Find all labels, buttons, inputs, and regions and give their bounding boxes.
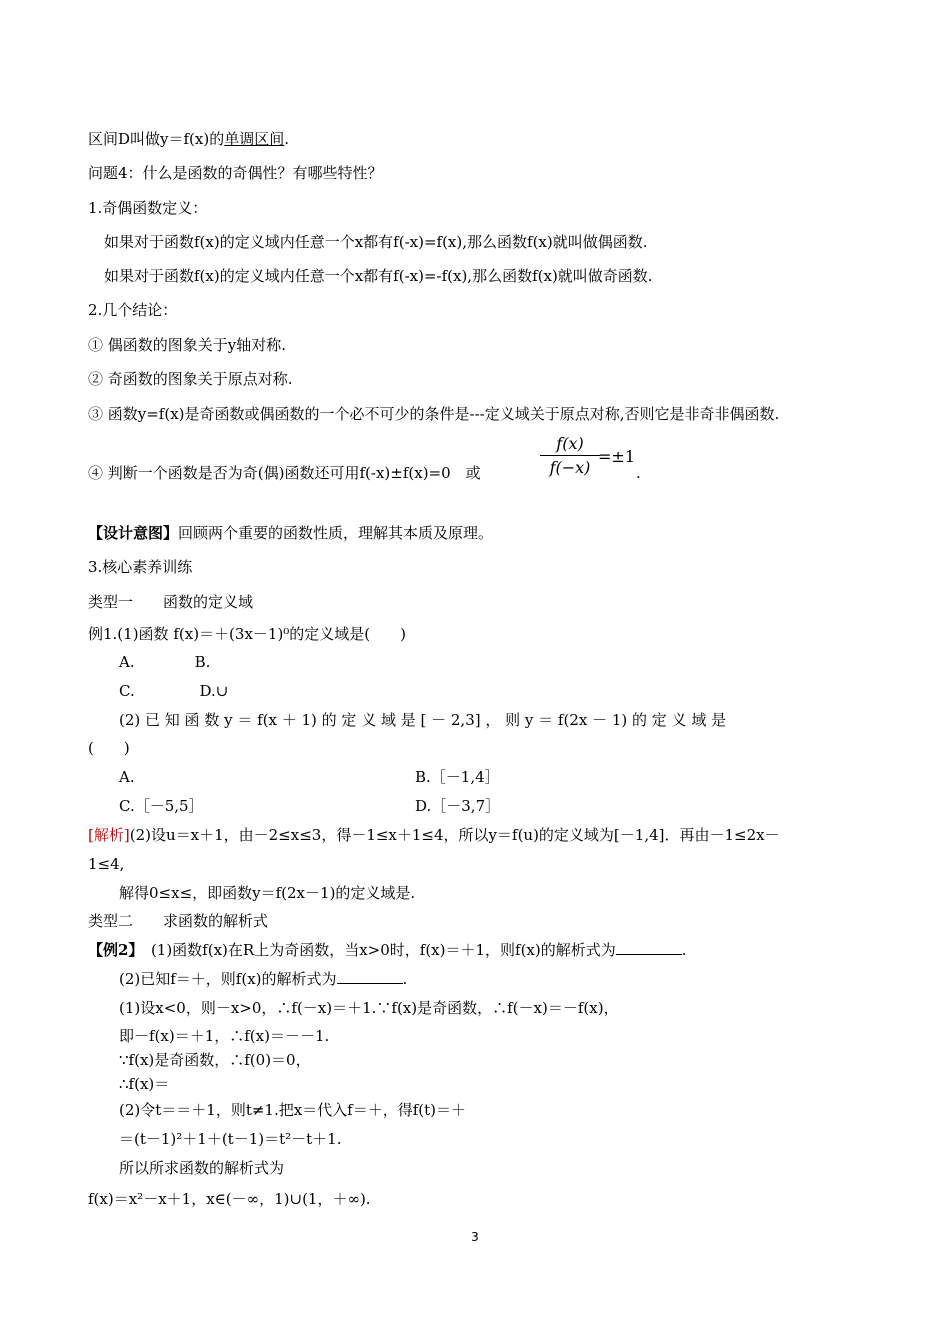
options-cd: C. D.∪ <box>119 682 229 700</box>
solution-line: 即－f(x)＝＋1，∴f(x)＝－－1. <box>119 1027 330 1045</box>
fraction-formula <box>540 434 600 477</box>
type-heading: 类型一 函数的定义域 <box>88 593 254 611</box>
design-intent: 【设计意图】回顾两个重要的函数性质，理解其本质及原理。 <box>88 524 494 542</box>
solution-line: (2)令t＝＝＋1，则t≠1.把x＝代入f＝＋，得f(t)＝＋ <box>119 1101 467 1119</box>
question-4: 问题4：什么是函数的奇偶性？有哪些特性？ <box>88 164 383 182</box>
options-ab: A. B. <box>119 653 211 671</box>
fraction-numerator: f(x) <box>540 434 600 456</box>
solution-line: (1)设x<0，则－x>0，∴f(－x)＝＋1.∵f(x)是奇函数，∴f(－x)＝－f(x)， <box>119 999 619 1017</box>
final-answer: f(x)＝x²－x＋1，x∈(－∞，1)∪(1，＋∞). <box>88 1190 371 1208</box>
conclusion-1: ① 偶函数的图象关于y轴对称. <box>88 336 287 354</box>
options-ab-2 <box>119 767 135 787</box>
option-b: B.［－1,4］ <box>415 768 500 786</box>
conclusion-2: ② 奇函数的图象关于原点对称. <box>88 370 293 388</box>
section-heading: 2.几个结论： <box>88 301 178 319</box>
solution-line: ＝(t－1)²＋1＋(t－1)＝t²－t＋1. <box>119 1130 342 1148</box>
odd-function-definition: 如果对于函数f(x)的定义域内任意一个x都有f(-x)=-f(x),那么函数f(x)就叫做奇函数. <box>104 267 653 285</box>
solution-line: 解得0≤x≤，即函数y＝f(2x－1)的定义域是. <box>119 884 416 902</box>
example-1: 例1.(1)函数 f(x)＝＋(3x－1)⁰的定义域是( ) <box>88 625 407 643</box>
example-2: 【例2】 (1)函数f(x)在R上为奇函数，当x>0时，f(x)＝＋1，则f(x)的解析式为 . <box>88 941 687 959</box>
underlined-term: 单调区间 <box>224 130 285 148</box>
option-c: C.［－5,5］ <box>119 797 204 815</box>
fraction-result: =±1 <box>598 447 635 466</box>
solution-label: [解析] <box>88 826 130 844</box>
solution-line: ∵f(x)是奇函数，∴f(0)＝0， <box>119 1051 311 1069</box>
page-number: 3 <box>471 1230 479 1244</box>
example-2-part-2: (2)已知f＝＋，则f(x)的解析式为 . <box>119 970 408 988</box>
fraction-denominator: f(−x) <box>549 458 591 477</box>
fraction-tail: . <box>636 464 641 482</box>
answer-blank <box>616 940 682 955</box>
type-heading: 类型二 求函数的解析式 <box>88 912 269 930</box>
text-line: 区间D叫做y＝f(x)的单调区间. <box>88 130 290 148</box>
example-1-part-2: (2) 已 知 函 数 y ＝ f(x ＋ 1) 的 定 义 域 是 [ － 2,3] ， 则 y ＝ f(2x － 1) 的 定 义 域 是 <box>119 711 727 729</box>
section-heading: 3.核心素养训练 <box>88 558 193 576</box>
section-heading: 1.奇偶函数定义： <box>88 199 208 217</box>
even-function-definition: 如果对于函数f(x)的定义域内任意一个x都有f(-x)=f(x),那么函数f(x)就叫做偶函数. <box>104 233 648 251</box>
answer-blank <box>337 969 403 984</box>
answer-paren: ( ) <box>88 739 130 757</box>
option-d: D.［－3,7］ <box>415 797 501 815</box>
solution-line: 所以所求函数的解析式为 <box>119 1159 285 1177</box>
solution-line: [解析](2)设u＝x＋1，由－2≤x≤3，得－1≤x＋1≤4，所以y＝f(u)的定义域为[－1,4]．再由－1≤2x－ <box>88 826 780 844</box>
solution-line: 1≤4, <box>88 855 125 873</box>
option-a: A. <box>119 768 135 786</box>
conclusion-3: ③ 函数y=f(x)是奇函数或偶函数的一个必不可少的条件是---定义域关于原点对称,否则它是非奇非偶函数. <box>88 405 780 423</box>
solution-line: ∴f(x)＝ <box>119 1075 170 1093</box>
conclusion-4: ④ 判断一个函数是否为奇(偶)函数还可用f(-x)±f(x)=0 或 <box>88 464 481 482</box>
